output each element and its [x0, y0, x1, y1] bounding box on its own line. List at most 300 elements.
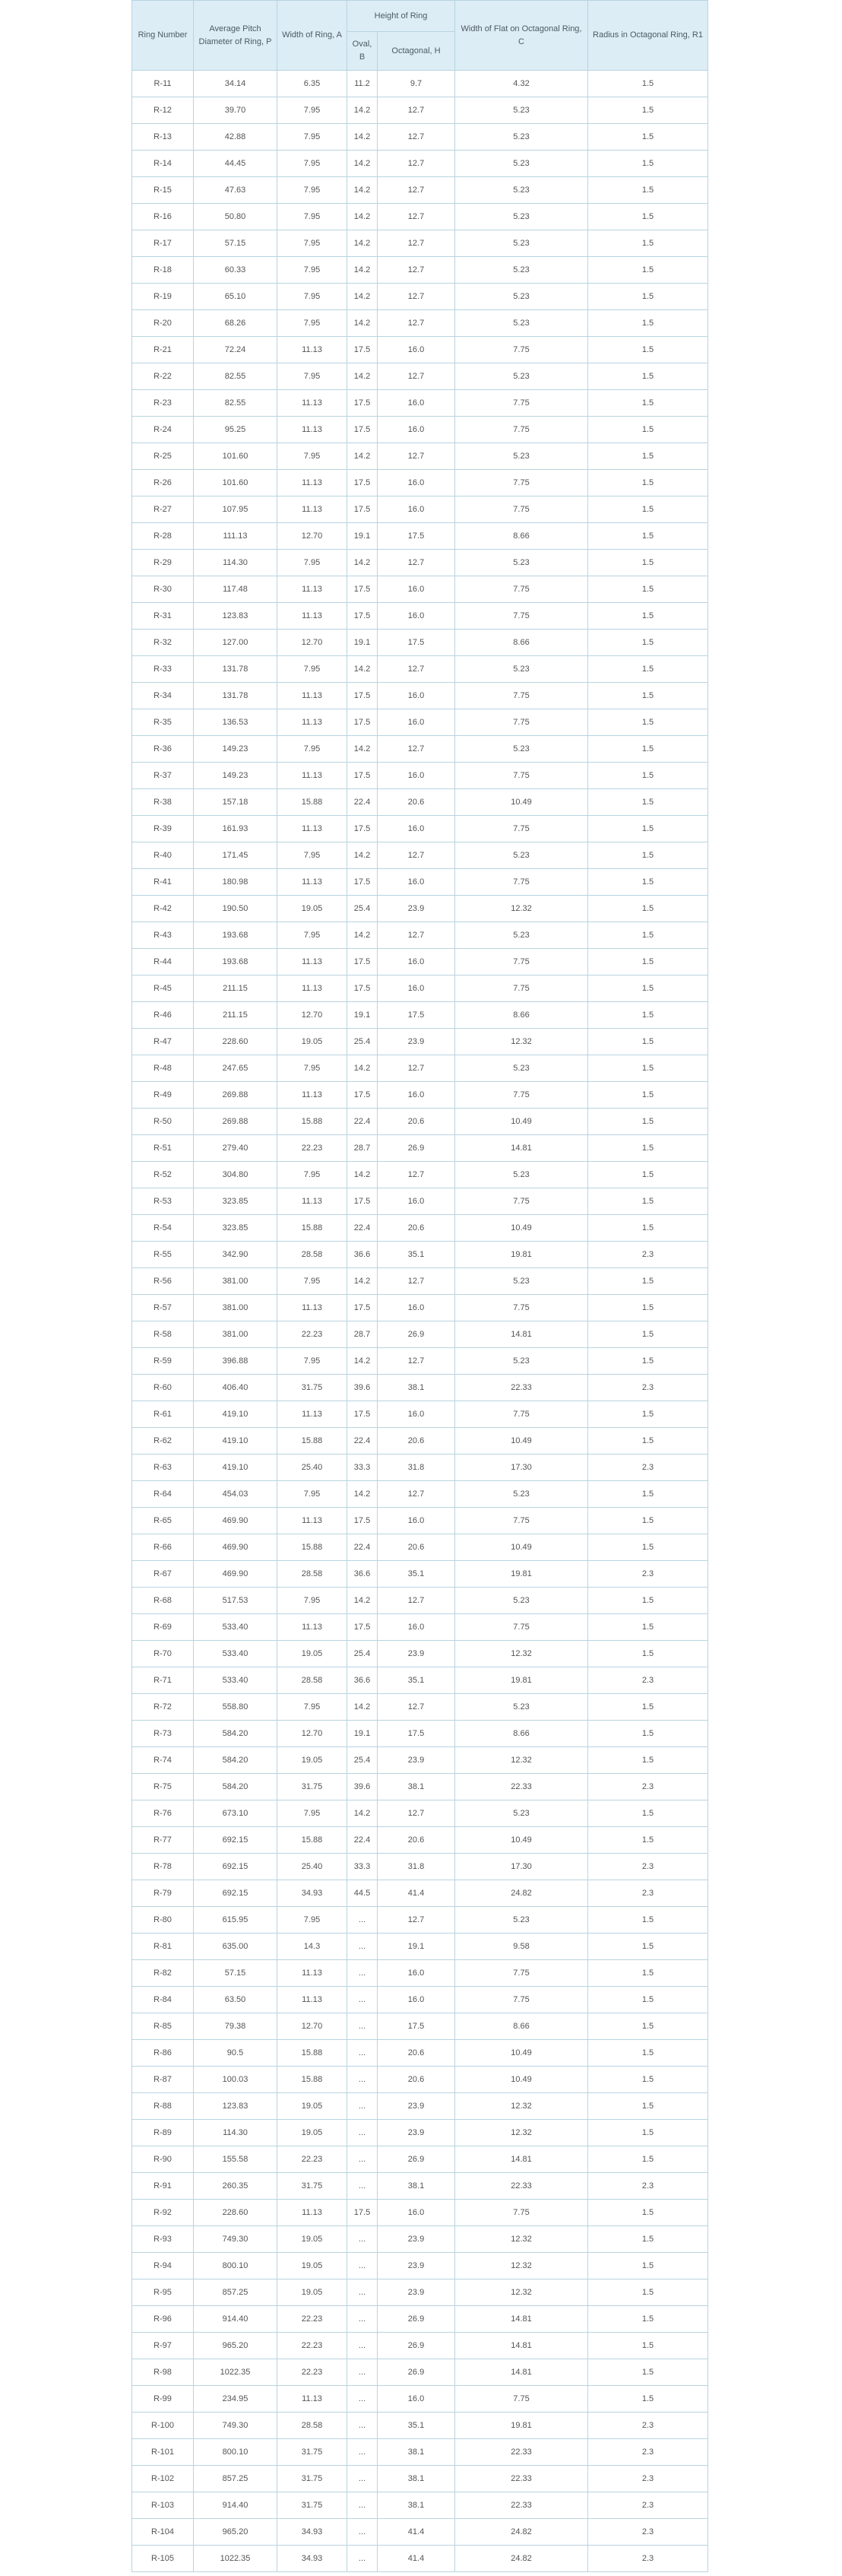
- oval-height-cell: ...: [347, 1907, 378, 1934]
- radius-cell: 1.5: [588, 1082, 708, 1109]
- pitch-diameter-cell: 914.40: [194, 2306, 277, 2333]
- oval-height-cell: 14.2: [347, 204, 378, 230]
- flat-width-cell: 7.75: [455, 1508, 588, 1534]
- pitch-diameter-cell: 965.20: [194, 2519, 277, 2546]
- flat-width-cell: 14.81: [455, 2306, 588, 2333]
- ring-width-cell: 7.95: [277, 1481, 347, 1508]
- oval-height-cell: 28.7: [347, 1135, 378, 1162]
- table-body: [132, 71, 708, 2572]
- flat-width-cell: 24.82: [455, 2546, 588, 2572]
- flat-width-cell: 22.33: [455, 2492, 588, 2519]
- radius-cell: 1.5: [588, 1641, 708, 1667]
- table-row: [132, 1375, 708, 1401]
- table-row: [132, 896, 708, 922]
- oval-height-cell: 36.6: [347, 1242, 378, 1268]
- octagonal-height-cell: 38.1: [378, 2492, 455, 2519]
- ring-width-cell: 7.95: [277, 1694, 347, 1721]
- pitch-diameter-cell: 161.93: [194, 816, 277, 842]
- flat-width-cell: 17.30: [455, 1455, 588, 1481]
- oval-height-cell: 19.1: [347, 523, 378, 550]
- octagonal-height-cell: 16.0: [378, 496, 455, 523]
- ring-width-cell: 15.88: [277, 1109, 347, 1135]
- radius-cell: 1.5: [588, 1029, 708, 1055]
- oval-height-cell: ...: [347, 2146, 378, 2173]
- ring-number-cell: R-74: [132, 1747, 194, 1774]
- oval-height-cell: 14.2: [347, 151, 378, 177]
- pitch-diameter-cell: 190.50: [194, 896, 277, 922]
- octagonal-height-cell: 38.1: [378, 2439, 455, 2466]
- table-row: [132, 2386, 708, 2413]
- ring-number-cell: R-89: [132, 2120, 194, 2146]
- ring-number-cell: R-36: [132, 736, 194, 763]
- ring-number-cell: R-58: [132, 1321, 194, 1348]
- ring-number-cell: R-99: [132, 2386, 194, 2413]
- radius-cell: 2.3: [588, 1880, 708, 1907]
- ring-width-cell: 12.70: [277, 1002, 347, 1029]
- pitch-diameter-cell: 857.25: [194, 2279, 277, 2306]
- ring-width-cell: 19.05: [277, 2120, 347, 2146]
- table-row: [132, 1481, 708, 1508]
- ring-width-cell: 31.75: [277, 2173, 347, 2200]
- oval-height-cell: ...: [347, 2359, 378, 2386]
- radius-cell: 1.5: [588, 1508, 708, 1534]
- table-row: [132, 976, 708, 1002]
- flat-width-cell: 7.75: [455, 603, 588, 630]
- flat-width-cell: 19.81: [455, 1561, 588, 1588]
- octagonal-height-cell: 38.1: [378, 2466, 455, 2492]
- ring-width-cell: 7.95: [277, 842, 347, 869]
- pitch-diameter-cell: 615.95: [194, 1907, 277, 1934]
- oval-height-cell: 17.5: [347, 337, 378, 363]
- ring-number-cell: R-66: [132, 1534, 194, 1561]
- ring-number-cell: R-34: [132, 683, 194, 709]
- radius-cell: 1.5: [588, 1534, 708, 1561]
- octagonal-height-cell: 20.6: [378, 1109, 455, 1135]
- pitch-diameter-cell: 117.48: [194, 576, 277, 603]
- flat-width-cell: 5.23: [455, 177, 588, 204]
- flat-width-cell: 12.32: [455, 1029, 588, 1055]
- flat-width-cell: 8.66: [455, 523, 588, 550]
- oval-height-cell: 36.6: [347, 1561, 378, 1588]
- flat-width-cell: 5.23: [455, 736, 588, 763]
- radius-cell: 1.5: [588, 1827, 708, 1854]
- pitch-diameter-cell: 65.10: [194, 284, 277, 310]
- ring-width-cell: 22.23: [277, 2306, 347, 2333]
- ring-width-cell: 11.13: [277, 390, 347, 417]
- pitch-diameter-cell: 533.40: [194, 1614, 277, 1641]
- ring-number-cell: R-15: [132, 177, 194, 204]
- pitch-diameter-cell: 171.45: [194, 842, 277, 869]
- ring-width-cell: 28.58: [277, 1242, 347, 1268]
- table-row: [132, 1215, 708, 1242]
- radius-cell: 1.5: [588, 976, 708, 1002]
- oval-height-cell: 22.4: [347, 789, 378, 816]
- table-row: [132, 1242, 708, 1268]
- ring-number-cell: R-29: [132, 550, 194, 576]
- oval-height-cell: 39.6: [347, 1375, 378, 1401]
- header-flat-width: Width of Flat on Octagonal Ring, C: [455, 1, 588, 71]
- table-row: [132, 1162, 708, 1188]
- flat-width-cell: 9.58: [455, 1934, 588, 1960]
- ring-width-cell: 19.05: [277, 2279, 347, 2306]
- ring-width-cell: 34.93: [277, 2546, 347, 2572]
- ring-number-cell: R-64: [132, 1481, 194, 1508]
- oval-height-cell: 14.2: [347, 1481, 378, 1508]
- radius-cell: 1.5: [588, 417, 708, 443]
- ring-number-cell: R-67: [132, 1561, 194, 1588]
- pitch-diameter-cell: 419.10: [194, 1455, 277, 1481]
- table-row: [132, 842, 708, 869]
- ring-number-cell: R-13: [132, 124, 194, 151]
- ring-width-cell: 11.13: [277, 976, 347, 1002]
- radius-cell: 1.5: [588, 683, 708, 709]
- ring-width-cell: 11.13: [277, 1960, 347, 1987]
- oval-height-cell: 17.5: [347, 949, 378, 976]
- ring-width-cell: 11.13: [277, 1987, 347, 2013]
- radius-cell: 2.3: [588, 2173, 708, 2200]
- ring-width-cell: 7.95: [277, 1162, 347, 1188]
- octagonal-height-cell: 20.6: [378, 1534, 455, 1561]
- ring-number-cell: R-56: [132, 1268, 194, 1295]
- radius-cell: 2.3: [588, 1854, 708, 1880]
- table-row: [132, 523, 708, 550]
- table-row: [132, 1348, 708, 1375]
- oval-height-cell: ...: [347, 2519, 378, 2546]
- ring-number-cell: R-81: [132, 1934, 194, 1960]
- ring-width-cell: 22.23: [277, 1135, 347, 1162]
- octagonal-height-cell: 17.5: [378, 523, 455, 550]
- pitch-diameter-cell: 211.15: [194, 1002, 277, 1029]
- ring-number-cell: R-82: [132, 1960, 194, 1987]
- ring-number-cell: R-77: [132, 1827, 194, 1854]
- radius-cell: 1.5: [588, 789, 708, 816]
- oval-height-cell: 14.2: [347, 230, 378, 257]
- table-row: [132, 2413, 708, 2439]
- oval-height-cell: 17.5: [347, 976, 378, 1002]
- ring-width-cell: 7.95: [277, 151, 347, 177]
- ring-number-cell: R-30: [132, 576, 194, 603]
- ring-number-cell: R-90: [132, 2146, 194, 2173]
- pitch-diameter-cell: 558.80: [194, 1694, 277, 1721]
- oval-height-cell: 14.2: [347, 124, 378, 151]
- table-row: [132, 1960, 708, 1987]
- octagonal-height-cell: 23.9: [378, 2093, 455, 2120]
- table-row: [132, 1774, 708, 1800]
- radius-cell: 1.5: [588, 763, 708, 789]
- ring-number-cell: R-63: [132, 1455, 194, 1481]
- pitch-diameter-cell: 34.14: [194, 71, 277, 97]
- ring-width-cell: 28.58: [277, 1561, 347, 1588]
- flat-width-cell: 7.75: [455, 390, 588, 417]
- ring-width-cell: 34.93: [277, 2519, 347, 2546]
- table-row: [132, 124, 708, 151]
- ring-width-cell: 11.13: [277, 1082, 347, 1109]
- ring-width-cell: 11.13: [277, 417, 347, 443]
- pitch-diameter-cell: 247.65: [194, 1055, 277, 1082]
- ring-dimensions-table: [131, 0, 708, 2572]
- ring-number-cell: R-57: [132, 1295, 194, 1321]
- pitch-diameter-cell: 396.88: [194, 1348, 277, 1375]
- flat-width-cell: 7.75: [455, 1295, 588, 1321]
- oval-height-cell: 22.4: [347, 1215, 378, 1242]
- flat-width-cell: 5.23: [455, 151, 588, 177]
- radius-cell: 1.5: [588, 124, 708, 151]
- octagonal-height-cell: 12.7: [378, 1348, 455, 1375]
- oval-height-cell: ...: [347, 2279, 378, 2306]
- pitch-diameter-cell: 193.68: [194, 922, 277, 949]
- ring-number-cell: R-54: [132, 1215, 194, 1242]
- pitch-diameter-cell: 517.53: [194, 1588, 277, 1614]
- octagonal-height-cell: 41.4: [378, 2519, 455, 2546]
- radius-cell: 1.5: [588, 1162, 708, 1188]
- ring-width-cell: 15.88: [277, 1534, 347, 1561]
- ring-width-cell: 7.95: [277, 1800, 347, 1827]
- oval-height-cell: 14.2: [347, 550, 378, 576]
- pitch-diameter-cell: 42.88: [194, 124, 277, 151]
- oval-height-cell: 17.5: [347, 683, 378, 709]
- flat-width-cell: 8.66: [455, 2013, 588, 2040]
- ring-number-cell: R-98: [132, 2359, 194, 2386]
- table-row: [132, 1029, 708, 1055]
- octagonal-height-cell: 16.0: [378, 1960, 455, 1987]
- ring-width-cell: 15.88: [277, 1215, 347, 1242]
- ring-number-cell: R-21: [132, 337, 194, 363]
- oval-height-cell: ...: [347, 2013, 378, 2040]
- ring-number-cell: R-69: [132, 1614, 194, 1641]
- octagonal-height-cell: 35.1: [378, 1667, 455, 1694]
- oval-height-cell: 25.4: [347, 1029, 378, 1055]
- radius-cell: 1.5: [588, 949, 708, 976]
- flat-width-cell: 10.49: [455, 789, 588, 816]
- ring-width-cell: 7.95: [277, 230, 347, 257]
- radius-cell: 2.3: [588, 2439, 708, 2466]
- ring-number-cell: R-39: [132, 816, 194, 842]
- table-row: [132, 1268, 708, 1295]
- ring-width-cell: 14.3: [277, 1934, 347, 1960]
- radius-cell: 1.5: [588, 1295, 708, 1321]
- flat-width-cell: 5.23: [455, 1055, 588, 1082]
- pitch-diameter-cell: 692.15: [194, 1827, 277, 1854]
- header-ring-height-group: Height of Ring: [347, 1, 455, 32]
- pitch-diameter-cell: 60.33: [194, 257, 277, 284]
- flat-width-cell: 7.75: [455, 869, 588, 896]
- pitch-diameter-cell: 342.90: [194, 1242, 277, 1268]
- flat-width-cell: 5.23: [455, 230, 588, 257]
- table-row: [132, 789, 708, 816]
- table-row: [132, 1987, 708, 2013]
- header-oval-height: Oval, B: [347, 32, 378, 71]
- radius-cell: 1.5: [588, 470, 708, 496]
- pitch-diameter-cell: 965.20: [194, 2333, 277, 2359]
- ring-number-cell: R-60: [132, 1375, 194, 1401]
- ring-width-cell: 19.05: [277, 2253, 347, 2279]
- oval-height-cell: ...: [347, 2466, 378, 2492]
- flat-width-cell: 7.75: [455, 949, 588, 976]
- octagonal-height-cell: 41.4: [378, 1880, 455, 1907]
- ring-width-cell: 11.13: [277, 949, 347, 976]
- oval-height-cell: 17.5: [347, 1614, 378, 1641]
- oval-height-cell: ...: [347, 2067, 378, 2093]
- radius-cell: 1.5: [588, 363, 708, 390]
- table-row: [132, 2253, 708, 2279]
- ring-width-cell: 12.70: [277, 1721, 347, 1747]
- ring-width-cell: 11.13: [277, 869, 347, 896]
- oval-height-cell: ...: [347, 2386, 378, 2413]
- octagonal-height-cell: 26.9: [378, 1321, 455, 1348]
- oval-height-cell: 17.5: [347, 709, 378, 736]
- pitch-diameter-cell: 136.53: [194, 709, 277, 736]
- table-row: [132, 2226, 708, 2253]
- pitch-diameter-cell: 419.10: [194, 1428, 277, 1455]
- table-row: [132, 1827, 708, 1854]
- oval-height-cell: 14.2: [347, 97, 378, 124]
- ring-number-cell: R-104: [132, 2519, 194, 2546]
- oval-height-cell: 17.5: [347, 1401, 378, 1428]
- table-row: [132, 2093, 708, 2120]
- octagonal-height-cell: 23.9: [378, 2279, 455, 2306]
- flat-width-cell: 12.32: [455, 2279, 588, 2306]
- ring-width-cell: 12.70: [277, 630, 347, 656]
- oval-height-cell: 14.2: [347, 1800, 378, 1827]
- radius-cell: 1.5: [588, 1800, 708, 1827]
- flat-width-cell: 14.81: [455, 2146, 588, 2173]
- ring-width-cell: 7.95: [277, 204, 347, 230]
- octagonal-height-cell: 16.0: [378, 1614, 455, 1641]
- radius-cell: 1.5: [588, 204, 708, 230]
- table-row: [132, 417, 708, 443]
- flat-width-cell: 7.75: [455, 576, 588, 603]
- radius-cell: 1.5: [588, 2200, 708, 2226]
- ring-number-cell: R-105: [132, 2546, 194, 2572]
- ring-width-cell: 31.75: [277, 1774, 347, 1800]
- ring-number-cell: R-17: [132, 230, 194, 257]
- octagonal-height-cell: 23.9: [378, 2253, 455, 2279]
- radius-cell: 1.5: [588, 1348, 708, 1375]
- radius-cell: 2.3: [588, 1667, 708, 1694]
- oval-height-cell: 19.1: [347, 1002, 378, 1029]
- octagonal-height-cell: 16.0: [378, 949, 455, 976]
- flat-width-cell: 7.75: [455, 1614, 588, 1641]
- octagonal-height-cell: 16.0: [378, 417, 455, 443]
- ring-number-cell: R-79: [132, 1880, 194, 1907]
- radius-cell: 1.5: [588, 2279, 708, 2306]
- ring-number-cell: R-11: [132, 71, 194, 97]
- ring-width-cell: 15.88: [277, 1827, 347, 1854]
- ring-width-cell: 22.23: [277, 2333, 347, 2359]
- oval-height-cell: ...: [347, 1960, 378, 1987]
- oval-height-cell: ...: [347, 2306, 378, 2333]
- oval-height-cell: ...: [347, 1987, 378, 2013]
- octagonal-height-cell: 12.7: [378, 230, 455, 257]
- ring-width-cell: 22.23: [277, 2146, 347, 2173]
- flat-width-cell: 5.23: [455, 257, 588, 284]
- flat-width-cell: 5.23: [455, 443, 588, 470]
- ring-width-cell: 12.70: [277, 523, 347, 550]
- octagonal-height-cell: 16.0: [378, 1082, 455, 1109]
- oval-height-cell: 22.4: [347, 1827, 378, 1854]
- ring-number-cell: R-26: [132, 470, 194, 496]
- flat-width-cell: 10.49: [455, 1109, 588, 1135]
- ring-number-cell: R-93: [132, 2226, 194, 2253]
- pitch-diameter-cell: 533.40: [194, 1641, 277, 1667]
- octagonal-height-cell: 12.7: [378, 1907, 455, 1934]
- pitch-diameter-cell: 800.10: [194, 2439, 277, 2466]
- octagonal-height-cell: 16.0: [378, 603, 455, 630]
- oval-height-cell: 14.2: [347, 363, 378, 390]
- radius-cell: 1.5: [588, 284, 708, 310]
- radius-cell: 1.5: [588, 1109, 708, 1135]
- table-row: [132, 816, 708, 842]
- radius-cell: 1.5: [588, 390, 708, 417]
- octagonal-height-cell: 20.6: [378, 1215, 455, 1242]
- radius-cell: 1.5: [588, 1987, 708, 2013]
- radius-cell: 1.5: [588, 709, 708, 736]
- ring-width-cell: 19.05: [277, 1029, 347, 1055]
- ring-width-cell: 11.13: [277, 603, 347, 630]
- pitch-diameter-cell: 157.18: [194, 789, 277, 816]
- octagonal-height-cell: 38.1: [378, 1375, 455, 1401]
- flat-width-cell: 5.23: [455, 656, 588, 683]
- octagonal-height-cell: 26.9: [378, 2146, 455, 2173]
- pitch-diameter-cell: 123.83: [194, 603, 277, 630]
- flat-width-cell: 14.81: [455, 2359, 588, 2386]
- ring-width-cell: 28.58: [277, 1667, 347, 1694]
- octagonal-height-cell: 17.5: [378, 1002, 455, 1029]
- octagonal-height-cell: 12.7: [378, 97, 455, 124]
- pitch-diameter-cell: 107.95: [194, 496, 277, 523]
- table-row: [132, 2120, 708, 2146]
- table-row: [132, 257, 708, 284]
- header-pitch-diameter: Average Pitch Diameter of Ring, P: [194, 1, 277, 71]
- radius-cell: 1.5: [588, 1055, 708, 1082]
- radius-cell: 1.5: [588, 1188, 708, 1215]
- ring-width-cell: 11.13: [277, 2200, 347, 2226]
- pitch-diameter-cell: 47.63: [194, 177, 277, 204]
- ring-width-cell: 34.93: [277, 1880, 347, 1907]
- radius-cell: 2.3: [588, 1455, 708, 1481]
- ring-number-cell: R-27: [132, 496, 194, 523]
- oval-height-cell: 14.2: [347, 1694, 378, 1721]
- radius-cell: 1.5: [588, 337, 708, 363]
- oval-height-cell: 25.4: [347, 896, 378, 922]
- octagonal-height-cell: 16.0: [378, 763, 455, 789]
- flat-width-cell: 8.66: [455, 630, 588, 656]
- oval-height-cell: 14.2: [347, 1348, 378, 1375]
- ring-width-cell: 7.95: [277, 363, 347, 390]
- flat-width-cell: 7.75: [455, 2200, 588, 2226]
- oval-height-cell: ...: [347, 2492, 378, 2519]
- oval-height-cell: 14.2: [347, 443, 378, 470]
- flat-width-cell: 14.81: [455, 1321, 588, 1348]
- flat-width-cell: 5.23: [455, 922, 588, 949]
- ring-number-cell: R-53: [132, 1188, 194, 1215]
- ring-number-cell: R-73: [132, 1721, 194, 1747]
- pitch-diameter-cell: 454.03: [194, 1481, 277, 1508]
- flat-width-cell: 7.75: [455, 816, 588, 842]
- octagonal-height-cell: 38.1: [378, 1774, 455, 1800]
- radius-cell: 1.5: [588, 1960, 708, 1987]
- flat-width-cell: 22.33: [455, 2439, 588, 2466]
- pitch-diameter-cell: 584.20: [194, 1721, 277, 1747]
- pitch-diameter-cell: 101.60: [194, 470, 277, 496]
- radius-cell: 1.5: [588, 1907, 708, 1934]
- table-row: [132, 230, 708, 257]
- oval-height-cell: ...: [347, 2546, 378, 2572]
- flat-width-cell: 5.23: [455, 1694, 588, 1721]
- ring-width-cell: 7.95: [277, 922, 347, 949]
- ring-width-cell: 12.70: [277, 2013, 347, 2040]
- table-row: [132, 1721, 708, 1747]
